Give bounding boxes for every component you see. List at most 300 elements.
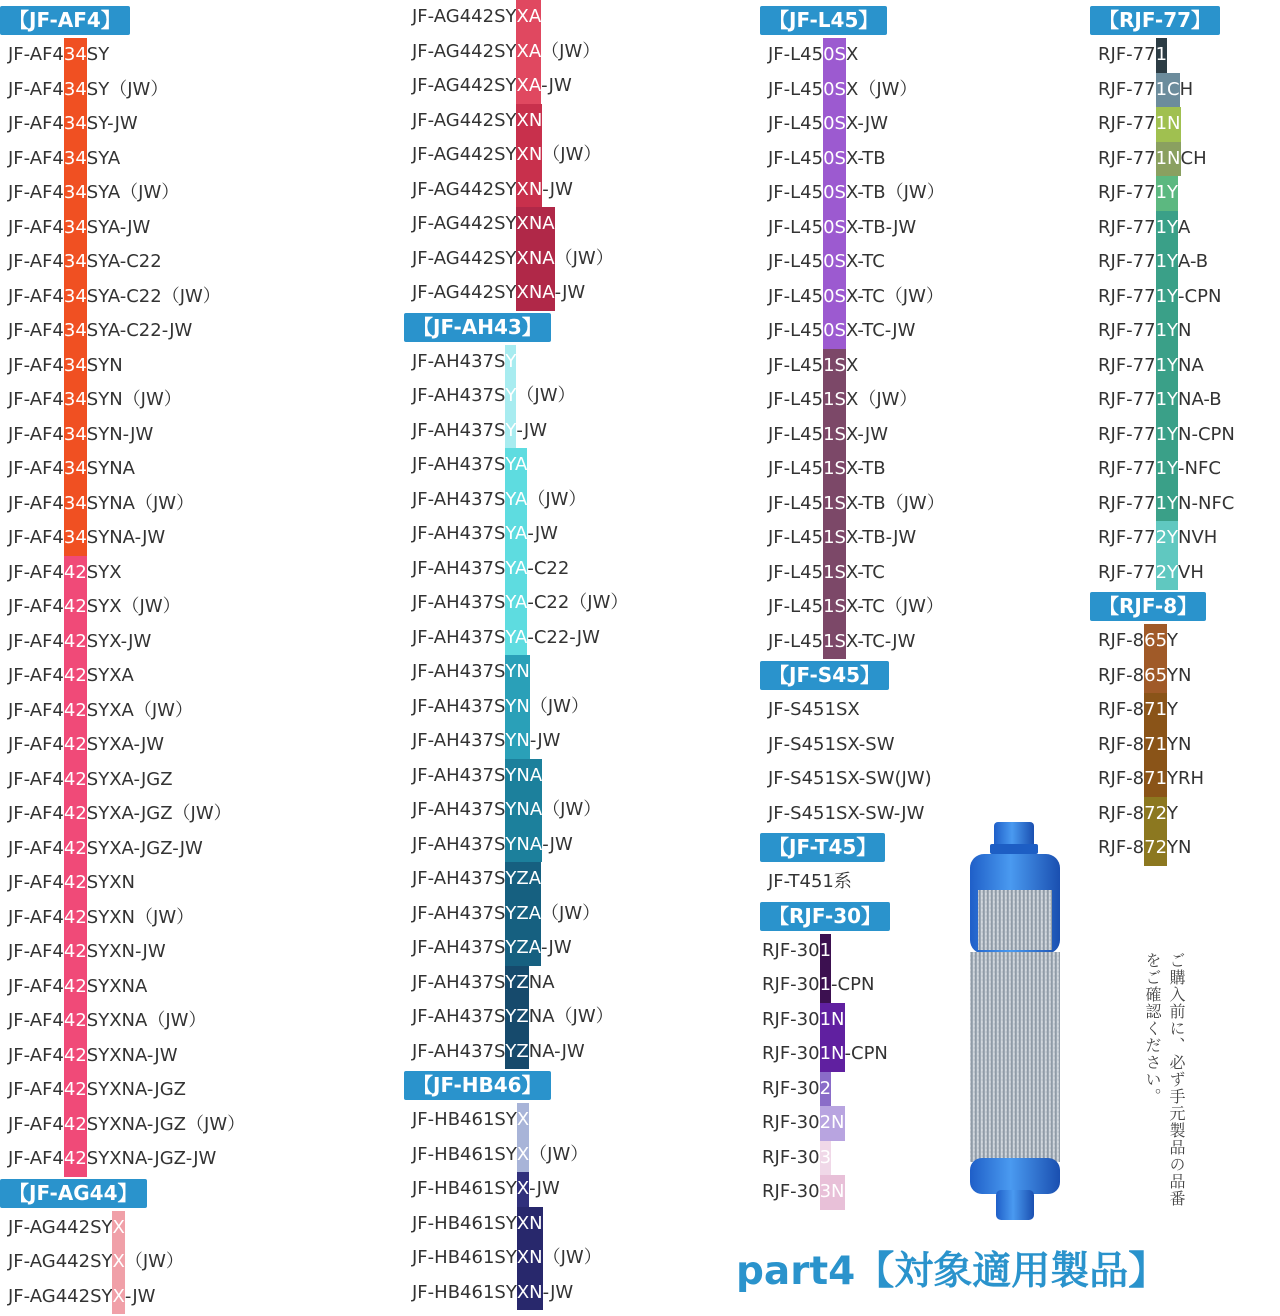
model-prefix: JF-L45 <box>768 285 824 307</box>
model-number-row <box>760 865 945 900</box>
model-suffix: Y <box>1167 699 1179 720</box>
model-number-row <box>760 968 945 1003</box>
model-prefix: JF-AH437S <box>412 971 506 993</box>
model-prefix: JF-AF4 <box>8 147 64 169</box>
model-group <box>0 4 245 1177</box>
highlighted-segment: 0S <box>823 107 846 142</box>
model-number-row <box>760 418 945 453</box>
model-prefix: JF-AF4 <box>8 803 64 824</box>
model-prefix: RJF-77 <box>1098 78 1156 100</box>
model-prefix: JF-T451系 <box>768 871 852 892</box>
highlighted-segment: 42 <box>64 901 87 936</box>
model-suffix: （JW） <box>527 488 587 510</box>
highlighted-segment: 42 <box>64 590 87 625</box>
highlighted-segment: YZA <box>505 862 541 897</box>
model-number-row <box>0 487 245 522</box>
highlighted-segment: YA <box>505 483 527 518</box>
group-header: 【JF-AF4】 <box>0 6 130 35</box>
highlighted-segment: 71 <box>1144 693 1167 728</box>
model-number-row <box>760 211 945 246</box>
highlighted-segment: YZ <box>505 1035 528 1070</box>
model-number-row <box>404 414 628 449</box>
highlighted-segment: 42 <box>64 797 87 832</box>
model-suffix: SYNA <box>86 458 135 479</box>
model-prefix: RJF-77 <box>1098 320 1156 341</box>
model-prefix: JF-L45 <box>768 147 824 169</box>
model-suffix: （JW） <box>542 1247 602 1268</box>
model-number-row <box>1090 452 1235 487</box>
model-prefix: RJF-8 <box>1098 837 1145 858</box>
model-suffix: SY <box>86 44 110 65</box>
model-number-row <box>760 590 945 625</box>
column-1 <box>0 4 245 1314</box>
model-number-row <box>404 552 628 587</box>
group-header: 【JF-L45】 <box>760 6 887 35</box>
highlighted-segment: X <box>112 1211 124 1246</box>
highlighted-segment: 3 <box>820 1141 831 1176</box>
model-number-row <box>404 897 628 932</box>
model-number-row <box>404 931 628 966</box>
model-prefix: JF-AH437S <box>412 661 506 682</box>
highlighted-segment: 1 <box>820 968 831 1003</box>
highlighted-segment: 1S <box>823 487 846 522</box>
model-prefix: JF-AF4 <box>8 699 64 721</box>
model-suffix: （JW） <box>124 1251 184 1272</box>
highlighted-segment: 42 <box>64 1039 87 1074</box>
model-number-row <box>0 970 245 1005</box>
model-number-row <box>0 383 245 418</box>
model-prefix: RJF-8 <box>1098 768 1145 789</box>
model-suffix: X-TB <box>845 147 886 169</box>
model-prefix: JF-L45 <box>768 527 824 548</box>
model-suffix: X-TC（JW） <box>845 285 944 307</box>
highlighted-segment: 2 <box>820 1072 831 1107</box>
model-number-row <box>404 242 628 277</box>
model-prefix: RJF-77 <box>1098 389 1156 410</box>
model-prefix: JF-AF4 <box>8 665 64 686</box>
highlighted-segment: 42 <box>64 1142 87 1177</box>
highlighted-segment: 1S <box>823 590 846 625</box>
model-suffix: SYXA <box>86 665 134 686</box>
model-number-row <box>760 73 945 108</box>
model-prefix: JF-L45 <box>768 492 824 514</box>
model-number-row <box>0 1073 245 1108</box>
model-number-row <box>0 1211 245 1246</box>
highlighted-segment: 1Y <box>1156 176 1178 211</box>
model-suffix: SYA-C22 <box>86 251 162 272</box>
model-prefix: JF-AH437S <box>412 350 506 372</box>
model-prefix: JF-AF4 <box>8 975 64 997</box>
model-number-row <box>404 483 628 518</box>
model-prefix: JF-L45 <box>768 354 824 376</box>
model-suffix: SYX-JW <box>86 630 152 652</box>
model-number-row <box>1090 107 1235 142</box>
group-header: 【RJF-30】 <box>760 902 890 931</box>
model-prefix: JF-AF4 <box>8 458 64 479</box>
model-number-row <box>404 621 628 656</box>
model-prefix: JF-AG442SY <box>412 282 517 303</box>
model-prefix: JF-AG442SY <box>412 247 517 269</box>
model-number-row <box>0 211 245 246</box>
model-number-row <box>0 521 245 556</box>
model-prefix: JF-AH437S <box>412 523 506 544</box>
highlighted-segment: 2Y <box>1156 521 1178 556</box>
model-suffix: X-TB-JW <box>845 527 917 548</box>
highlighted-segment: 0S <box>823 211 846 246</box>
model-suffix: -JW <box>542 178 573 200</box>
highlighted-segment: 71 <box>1144 762 1167 797</box>
highlighted-segment: 34 <box>64 418 87 453</box>
model-prefix: JF-AG442SY <box>412 40 517 62</box>
model-prefix: JF-AH437S <box>412 1006 506 1027</box>
model-suffix: X-TB（JW） <box>845 492 945 514</box>
model-prefix: JF-AF4 <box>8 251 64 272</box>
model-number-row <box>0 418 245 453</box>
model-prefix: JF-AH437S <box>412 454 506 475</box>
highlighted-segment: 0S <box>823 73 846 108</box>
highlighted-segment: 71 <box>1144 728 1167 763</box>
highlighted-segment: X <box>112 1245 124 1280</box>
model-prefix: JF-AF4 <box>8 44 64 65</box>
model-number-row <box>0 142 245 177</box>
model-number-row <box>404 1172 628 1207</box>
model-number-row <box>404 517 628 552</box>
highlighted-segment: 1Y <box>1156 418 1178 453</box>
model-suffix: （JW） <box>554 247 614 269</box>
model-number-row <box>0 245 245 280</box>
model-suffix: SYXN <box>86 872 136 893</box>
highlighted-segment: 1 <box>1156 38 1167 73</box>
model-number-row <box>0 625 245 660</box>
model-number-row <box>404 1000 628 1035</box>
model-number-row <box>1090 831 1235 866</box>
highlighted-segment: 1Y <box>1156 314 1178 349</box>
model-number-row <box>760 314 945 349</box>
highlighted-segment: Y <box>505 414 516 449</box>
model-number-row <box>0 763 245 798</box>
model-number-row <box>0 1142 245 1177</box>
highlighted-segment: 34 <box>64 521 87 556</box>
model-prefix: JF-AG442SY <box>412 178 517 200</box>
model-suffix: A <box>1178 216 1191 238</box>
model-number-row <box>404 828 628 863</box>
model-prefix: JF-L45 <box>768 44 824 65</box>
highlighted-segment: 0S <box>823 245 846 280</box>
model-suffix: X（JW） <box>845 78 918 100</box>
model-number-row <box>404 655 628 690</box>
model-prefix: RJF-8 <box>1098 733 1145 755</box>
model-group <box>0 1177 245 1315</box>
model-number-row <box>404 379 628 414</box>
model-suffix: X-TC <box>845 561 885 583</box>
model-suffix: N-NFC <box>1178 492 1235 514</box>
highlighted-segment: 34 <box>64 487 87 522</box>
model-prefix: RJF-77 <box>1098 458 1156 479</box>
model-prefix: JF-AF4 <box>8 837 64 859</box>
model-prefix: JF-AH437S <box>412 937 506 958</box>
model-prefix: JF-L45 <box>768 216 824 238</box>
model-number-row <box>0 107 245 142</box>
model-group <box>1090 4 1235 590</box>
model-suffix: SYXA-JGZ <box>86 768 173 790</box>
model-suffix: -JW <box>529 730 561 751</box>
highlighted-segment: YN <box>505 655 529 690</box>
highlighted-segment: YA <box>505 552 527 587</box>
model-number-row <box>1090 38 1235 73</box>
model-suffix: SYX <box>86 561 122 583</box>
model-number-row <box>760 142 945 177</box>
model-number-row <box>1090 487 1235 522</box>
model-prefix: JF-AF4 <box>8 492 64 514</box>
model-suffix: CH <box>1180 147 1207 169</box>
model-number-row <box>760 934 945 969</box>
model-prefix: JF-AG442SY <box>412 213 517 234</box>
model-suffix: SYXNA（JW） <box>86 1010 207 1031</box>
model-suffix: -JW <box>124 1285 156 1307</box>
highlighted-segment: 34 <box>64 142 87 177</box>
highlighted-segment: 34 <box>64 107 87 142</box>
highlighted-segment: 42 <box>64 1004 87 1039</box>
model-number-row <box>404 1241 628 1276</box>
model-suffix: NA（JW） <box>528 1006 614 1027</box>
highlighted-segment: 1S <box>823 349 846 384</box>
model-number-row <box>1090 349 1235 384</box>
model-prefix: RJF-77 <box>1098 182 1156 203</box>
model-suffix: A-B <box>1178 251 1209 272</box>
highlighted-segment: 72 <box>1144 831 1167 866</box>
model-number-row <box>0 176 245 211</box>
model-number-row <box>404 1276 628 1311</box>
model-suffix: SYN（JW） <box>86 389 182 410</box>
model-number-row <box>404 69 628 104</box>
highlighted-segment: 34 <box>64 452 87 487</box>
model-number-row <box>404 1207 628 1242</box>
model-number-row <box>760 556 945 591</box>
model-suffix: SYXA（JW） <box>86 699 193 721</box>
highlighted-segment: 42 <box>64 935 87 970</box>
column-4 <box>1090 4 1235 866</box>
highlighted-segment: 1S <box>823 418 846 453</box>
highlighted-segment: XN <box>516 138 542 173</box>
model-prefix: RJF-30 <box>762 1146 820 1168</box>
highlighted-segment: YZ <box>505 966 528 1001</box>
highlighted-segment: XA <box>516 69 541 104</box>
highlighted-segment: X <box>517 1172 529 1207</box>
model-suffix: SYN-JW <box>86 423 154 445</box>
model-number-row <box>404 1035 628 1070</box>
highlighted-segment: YA <box>505 586 527 621</box>
model-prefix: JF-AH437S <box>412 730 506 751</box>
highlighted-segment: XN <box>517 1241 543 1276</box>
model-suffix: SYXA-JGZ（JW） <box>86 803 232 824</box>
model-number-row <box>404 1138 628 1173</box>
highlighted-segment: 2Y <box>1156 556 1178 591</box>
model-prefix: JF-L45 <box>768 561 824 583</box>
highlighted-segment: 42 <box>64 1108 87 1143</box>
highlighted-segment: YZ <box>505 1000 528 1035</box>
model-prefix: JF-AH437S <box>412 592 506 613</box>
model-number-row <box>404 862 628 897</box>
model-suffix: H <box>1179 78 1194 100</box>
model-prefix: RJF-77 <box>1098 113 1156 134</box>
model-prefix: JF-HB461SY <box>412 1178 517 1199</box>
highlighted-segment: 65 <box>1144 659 1167 694</box>
model-number-row <box>1090 73 1235 108</box>
model-prefix: JF-AF4 <box>8 285 64 307</box>
highlighted-segment: 1N <box>1156 142 1181 177</box>
model-suffix: X-JW <box>845 113 889 134</box>
model-prefix: JF-L45 <box>768 389 824 410</box>
highlighted-segment: 42 <box>64 1073 87 1108</box>
model-number-row <box>1090 245 1235 280</box>
model-suffix: Y <box>1167 802 1179 824</box>
model-prefix: RJF-8 <box>1098 699 1145 720</box>
model-prefix: JF-L45 <box>768 113 824 134</box>
highlighted-segment: XN <box>517 1276 543 1311</box>
model-number-row <box>760 176 945 211</box>
highlighted-segment: 1Y <box>1156 452 1178 487</box>
model-number-row <box>760 1175 945 1210</box>
highlighted-segment: 1N <box>1156 107 1181 142</box>
model-suffix: X（JW） <box>845 389 918 410</box>
highlighted-segment: 1Y <box>1156 487 1178 522</box>
model-suffix: （JW） <box>529 1143 589 1165</box>
highlighted-segment: 1S <box>823 625 846 660</box>
highlighted-segment: 0S <box>823 314 846 349</box>
model-prefix: JF-AF4 <box>8 941 64 962</box>
model-suffix: N-CPN <box>1178 423 1235 445</box>
model-number-row <box>1090 556 1235 591</box>
highlighted-segment: 1Y <box>1156 383 1178 418</box>
model-group <box>760 831 945 900</box>
column-2 <box>404 0 628 1310</box>
model-suffix: VH <box>1178 561 1204 583</box>
highlighted-segment: XNA <box>516 242 554 277</box>
model-number-row <box>760 38 945 73</box>
model-group <box>760 659 945 831</box>
model-number-row <box>0 314 245 349</box>
highlighted-segment: 34 <box>64 349 87 384</box>
model-suffix: YN <box>1167 664 1192 686</box>
model-number-row <box>0 1039 245 1074</box>
model-suffix: -JW <box>542 833 573 855</box>
model-suffix: YN <box>1167 837 1192 858</box>
highlighted-segment: 1Y <box>1156 349 1178 384</box>
model-group <box>404 0 628 311</box>
model-group <box>1090 590 1235 866</box>
model-number-row <box>1090 659 1235 694</box>
model-prefix: JF-L45 <box>768 458 824 479</box>
highlighted-segment: XN <box>516 173 542 208</box>
highlighted-segment: 72 <box>1144 797 1167 832</box>
model-prefix: RJF-77 <box>1098 285 1156 307</box>
highlighted-segment: YN <box>505 690 529 725</box>
model-prefix: JF-AF4 <box>8 389 64 410</box>
model-suffix: X-TC-JW <box>845 320 916 341</box>
model-prefix: JF-AH437S <box>412 695 506 717</box>
model-prefix: JF-AG442SY <box>412 75 517 96</box>
model-prefix: RJF-8 <box>1098 630 1145 651</box>
highlighted-segment: 34 <box>64 176 87 211</box>
model-suffix: Y <box>1167 630 1179 651</box>
highlighted-segment: Y <box>505 345 516 380</box>
model-prefix: RJF-30 <box>762 1077 820 1099</box>
model-suffix: （JW） <box>529 695 589 717</box>
model-number-row <box>760 1106 945 1141</box>
highlighted-segment: 1S <box>823 383 846 418</box>
model-prefix: JF-AF4 <box>8 78 64 100</box>
column-3 <box>760 4 945 1210</box>
model-suffix: NVH <box>1178 527 1218 548</box>
highlighted-segment: YNA <box>505 793 542 828</box>
model-prefix: JF-HB461SY <box>412 1109 517 1130</box>
model-prefix: JF-AG442SY <box>412 144 517 165</box>
model-suffix: X-JW <box>845 423 889 445</box>
model-prefix: JF-HB461SY <box>412 1212 517 1234</box>
highlighted-segment: YNA <box>505 759 542 794</box>
model-prefix: JF-AF4 <box>8 216 64 238</box>
highlighted-segment: 1C <box>1156 73 1180 108</box>
model-prefix: JF-HB461SY <box>412 1281 517 1303</box>
model-suffix: X-TB-JW <box>845 216 917 238</box>
model-number-row <box>1090 176 1235 211</box>
highlighted-segment: 1Y <box>1156 211 1178 246</box>
model-suffix: N <box>1178 320 1192 341</box>
model-suffix: X-TC-JW <box>845 630 916 652</box>
model-suffix: -JW <box>541 937 572 958</box>
model-number-row <box>0 935 245 970</box>
highlighted-segment: X <box>517 1103 529 1138</box>
footer-title: part4【対象適用製品】 <box>736 1249 1168 1294</box>
model-suffix: SY（JW） <box>86 78 169 100</box>
group-header: 【JF-T45】 <box>760 833 885 862</box>
model-prefix: JF-L45 <box>768 320 824 341</box>
model-number-row <box>0 728 245 763</box>
model-prefix: JF-L45 <box>768 251 824 272</box>
highlighted-segment: YZA <box>505 897 541 932</box>
highlighted-segment: 34 <box>64 245 87 280</box>
model-suffix: YRH <box>1167 768 1205 789</box>
model-suffix: SYXN-JW <box>86 941 166 962</box>
model-prefix: JF-S451SX-SW(JW) <box>768 768 932 789</box>
model-prefix: JF-AF4 <box>8 1079 64 1100</box>
model-number-row <box>0 832 245 867</box>
model-suffix: （JW） <box>541 40 601 62</box>
model-number-row <box>0 590 245 625</box>
model-number-row <box>760 797 945 832</box>
group-header: 【JF-AG44】 <box>0 1179 147 1208</box>
model-number-row <box>1090 418 1235 453</box>
model-number-row <box>404 173 628 208</box>
highlighted-segment: X <box>112 1280 124 1315</box>
model-suffix: SYXNA-JW <box>86 1044 178 1066</box>
highlighted-segment: XNA <box>516 276 554 311</box>
model-suffix: SYXA-JW <box>86 734 165 755</box>
highlighted-segment: 42 <box>64 970 87 1005</box>
model-prefix: JF-AH437S <box>412 868 506 889</box>
highlighted-segment: YA <box>505 517 527 552</box>
highlighted-segment: 3N <box>820 1175 845 1210</box>
model-suffix: -C22-JW <box>527 626 600 648</box>
highlighted-segment: 1N <box>820 1037 845 1072</box>
highlighted-segment: 2N <box>820 1106 845 1141</box>
model-group <box>760 4 945 659</box>
highlighted-segment: 42 <box>64 659 87 694</box>
model-prefix: RJF-30 <box>762 1112 820 1133</box>
model-number-row <box>404 966 628 1001</box>
model-suffix: -JW <box>516 419 548 441</box>
model-number-row <box>760 1037 945 1072</box>
